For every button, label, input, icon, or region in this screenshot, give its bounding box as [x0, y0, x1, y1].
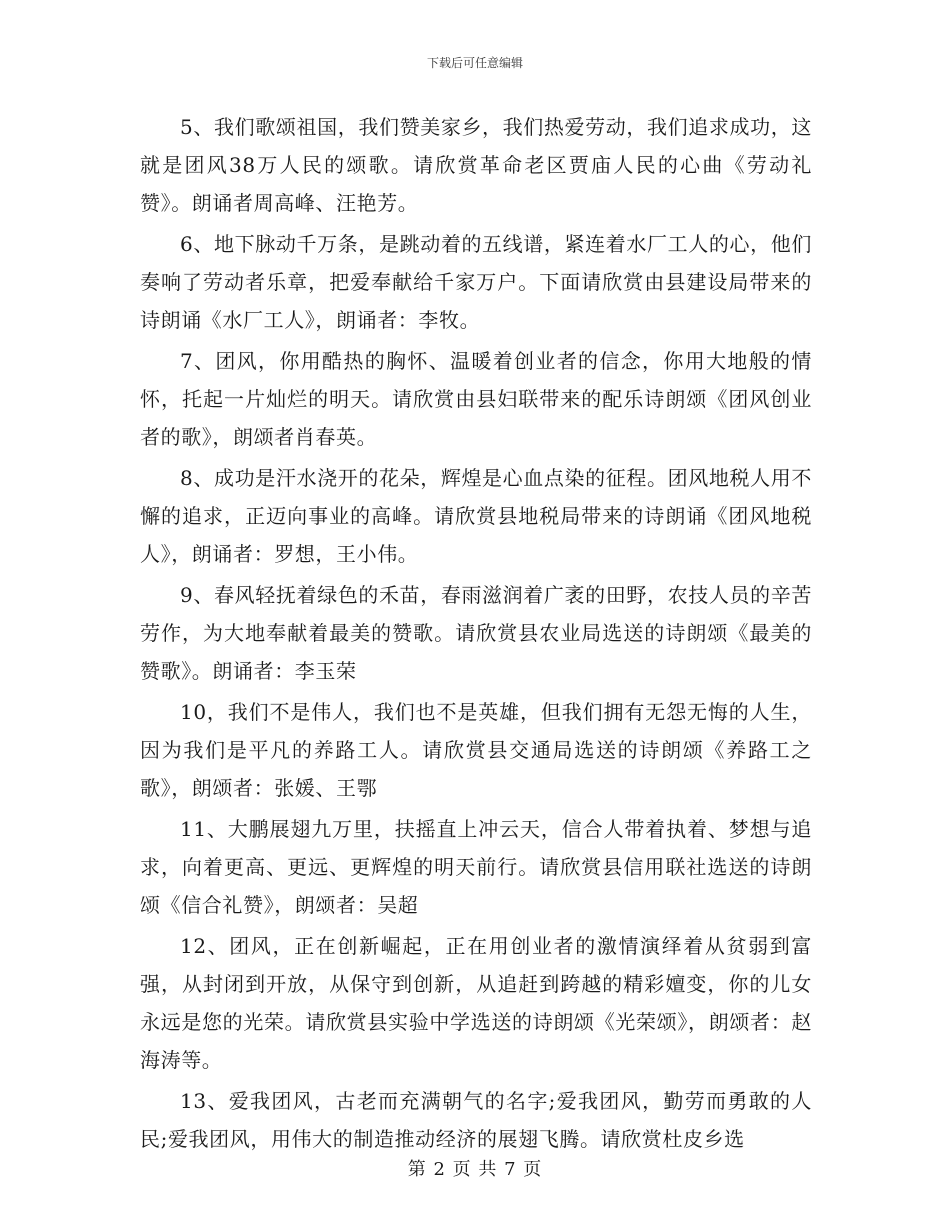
paragraph-11: 11、大鹏展翅九万里，扶摇直上冲云天，信合人带着执着、梦想与追求，向着更高、更远、更辉煌的明天前行。请欣赏县信用联社选送的诗朗颂《信合礼赞》，朗颂者：吴超	[140, 817, 812, 917]
paragraph-13: 13、爱我团风，古老而充满朝气的名字;爱我团风，勤劳而勇敢的人民;爱我团风，用伟大的制造推动经济的展翅飞腾。请欣赏杜皮乡选	[140, 1089, 812, 1151]
paragraph-5: 5、我们歌颂祖国，我们赞美家乡，我们热爱劳动，我们追求成功，这就是团风38万人民的颂歌。请欣赏革命老区贾庙人民的心曲《劳动礼赞》。朗诵者周高峰、汪艳芳。	[140, 115, 812, 215]
paragraph-9: 9、春风轻抚着绿色的禾苗，春雨滋润着广袤的田野，农技人员的辛苦劳作，为大地奉献着最美的赞歌。请欣赏县农业局选送的诗朗颂《最美的赞歌》。朗诵者：李玉荣	[140, 583, 812, 683]
paragraph-7: 7、团风，你用酷热的胸怀、温暖着创业者的信念，你用大地般的情怀，托起一片灿烂的明天。请欣赏由县妇联带来的配乐诗朗颂《团风创业者的歌》，朗颂者肖春英。	[140, 349, 812, 449]
document-body	[140, 108, 812, 1161]
paragraph-6: 6、地下脉动千万条，是跳动着的五线谱，紧连着水厂工人的心，他们奏响了劳动者乐章，把爱奉献给千家万户。下面请欣赏由县建设局带来的诗朗诵《水厂工人》，朗诵者：李牧。	[140, 232, 812, 332]
paragraph-12: 12、团风，正在创新崛起，正在用创业者的激情演绎着从贫弱到富强，从封闭到开放，从保守到创新，从追赶到跨越的精彩嬗变，你的儿女永远是您的光荣。请欣赏县实验中学选送的诗朗颂《光荣颂》，朗颂者：赵海涛等。	[140, 934, 812, 1072]
paragraph-10: 10，我们不是伟人，我们也不是英雄，但我们拥有无怨无悔的人生，因为我们是平凡的养路工人。请欣赏县交通局选送的诗朗颂《养路工之歌》，朗颂者：张媛、王鄂	[140, 700, 812, 800]
page-number: 第 2 页 共 7 页	[407, 1159, 543, 1180]
page-header: 下载后可任意编辑	[426, 56, 523, 70]
paragraph-8: 8、成功是汗水浇开的花朵，辉煌是心血点染的征程。团风地税人用不懈的追求，正迈向事业的高峰。请欣赏县地税局带来的诗朗诵《团风地税人》，朗诵者：罗想，王小伟。	[140, 466, 812, 566]
